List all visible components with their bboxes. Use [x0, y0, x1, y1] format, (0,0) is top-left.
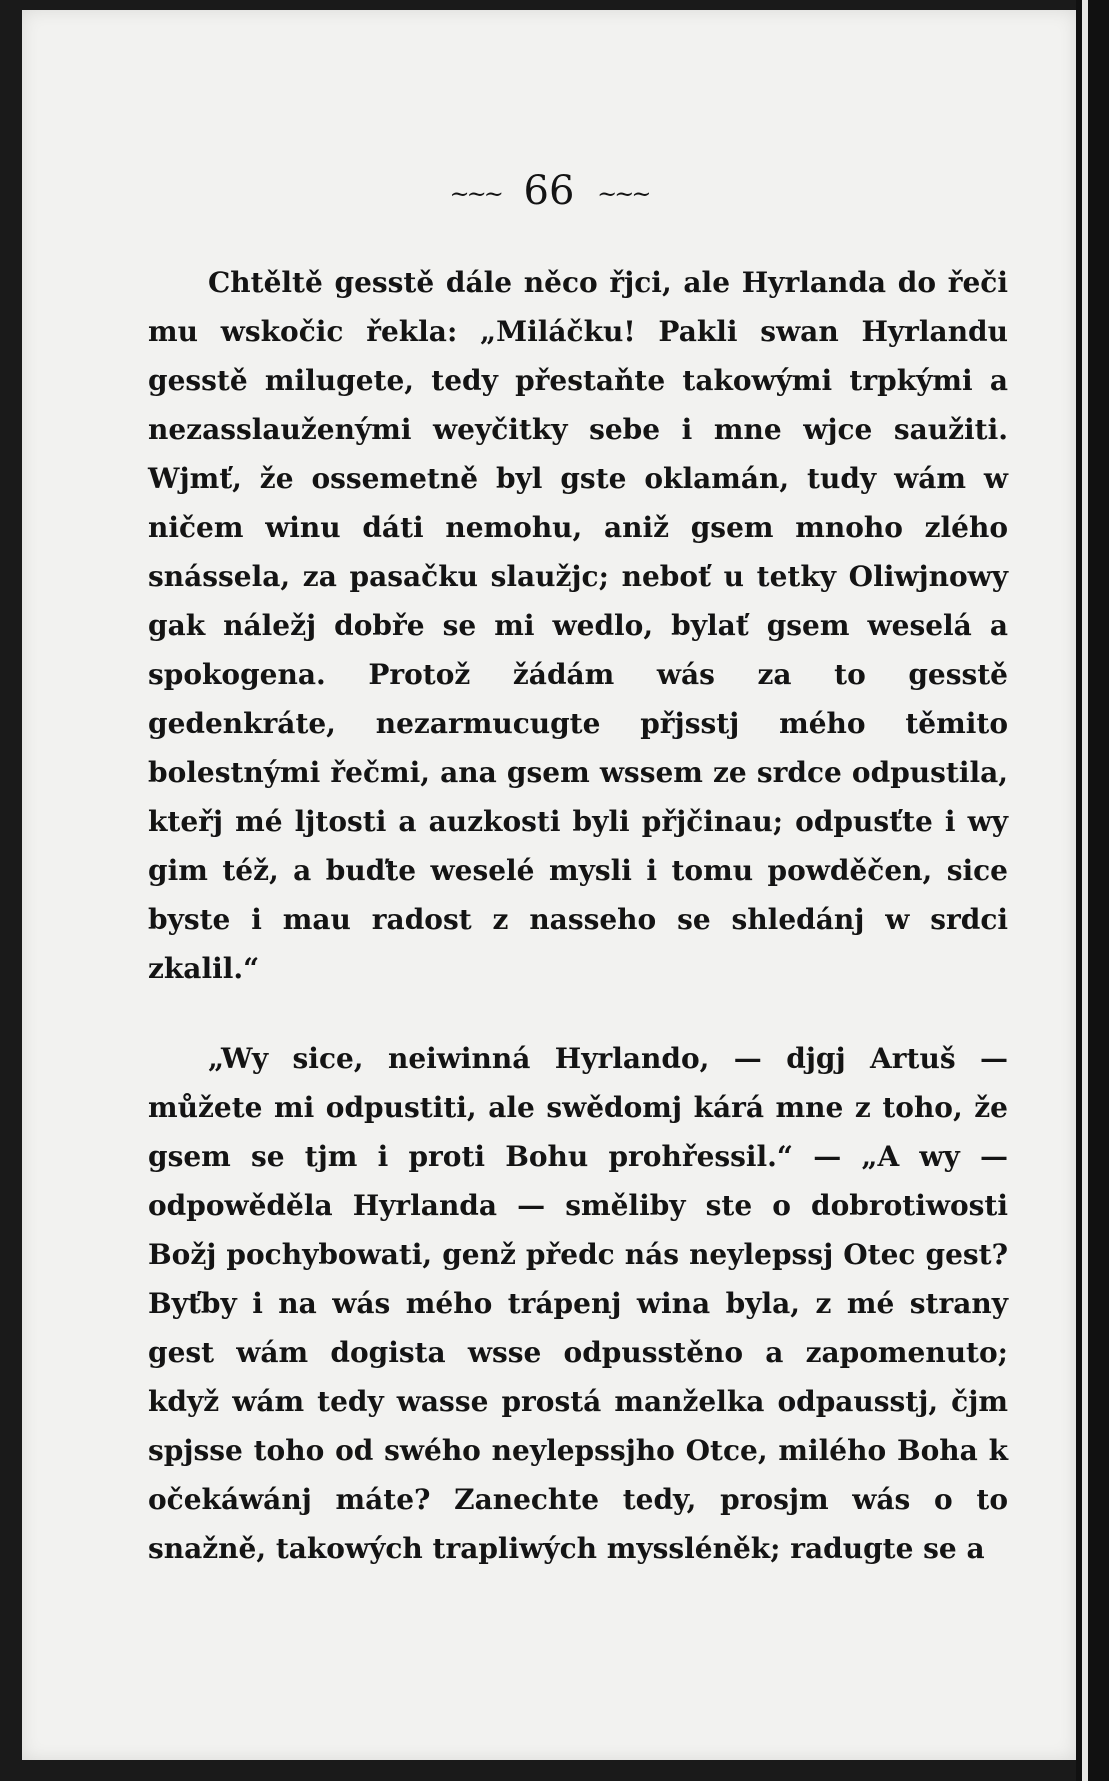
page-number: 66: [523, 168, 575, 214]
header-ornament-left: ~~~: [449, 180, 501, 208]
book-page: [22, 10, 1076, 1760]
page-header: [22, 168, 1076, 214]
scan-edge-strip: [1082, 0, 1088, 1781]
paragraph: „Wy sice, neiwinná Hyrlando, — djgj Artuš — můžete mi odpustiti, ale swědomj kárá mne z toho, že gsem se tjm i proti Bohu prohřessil.“ — „A wy — odpowěděla Hyrlanda — směliby ste o dobrotiwosti Božj pochybowati, genž předc nás neylepssj Otec gest? Byťby i na wás mého trápenj wina byla, z mé strany gest wám dogista wsse odpusstěno a zapomenuto; když wám tedy wasse prostá manželka odpausstj, čjm spjsse toho od swého neylepssjho Otce, milého Boha k očekáwánj máte? Zanechte tedy, prosjm wás o to snažně, takowých trapliwých myssléněk; radugte se a: [148, 1042, 1008, 1565]
scan-edge: [1076, 0, 1109, 1781]
body-text: [148, 258, 1008, 1573]
paragraph: Chtěltě gesstě dále něco řjci, ale Hyrlanda do řeči mu wskočic řekla: „Miláčku! Pakli swan Hyrlandu gesstě milugete, tedy přestaňte takowými trpkými a nezasslauženými weyčitky sebe i mne wjce saužiti. Wjmť, že ossemetně byl gste oklamán, tudy wám w ničem winu dáti nemohu, aniž gsem mnoho zlého snássela, za pasačku slaužjc; neboť u tetky Oliwjnowy gak náležj dobře se mi wedlo, bylať gsem weselá a spokogena. Protož žádám wás za to gesstě gedenkráte, nezarmucugte přjsstj mého těmito bolestnými řečmi, ana gsem wssem ze srdce odpustila, kteřj mé ljtosti a auzkosti byli přjčinau; odpusťte i wy gim též, a buďte weselé mysli i tomu powděčen, sice byste i mau radost z nasseho se shledánj w srdci zkalil.“: [148, 266, 1008, 985]
header-ornament-right: ~~~: [597, 180, 649, 208]
